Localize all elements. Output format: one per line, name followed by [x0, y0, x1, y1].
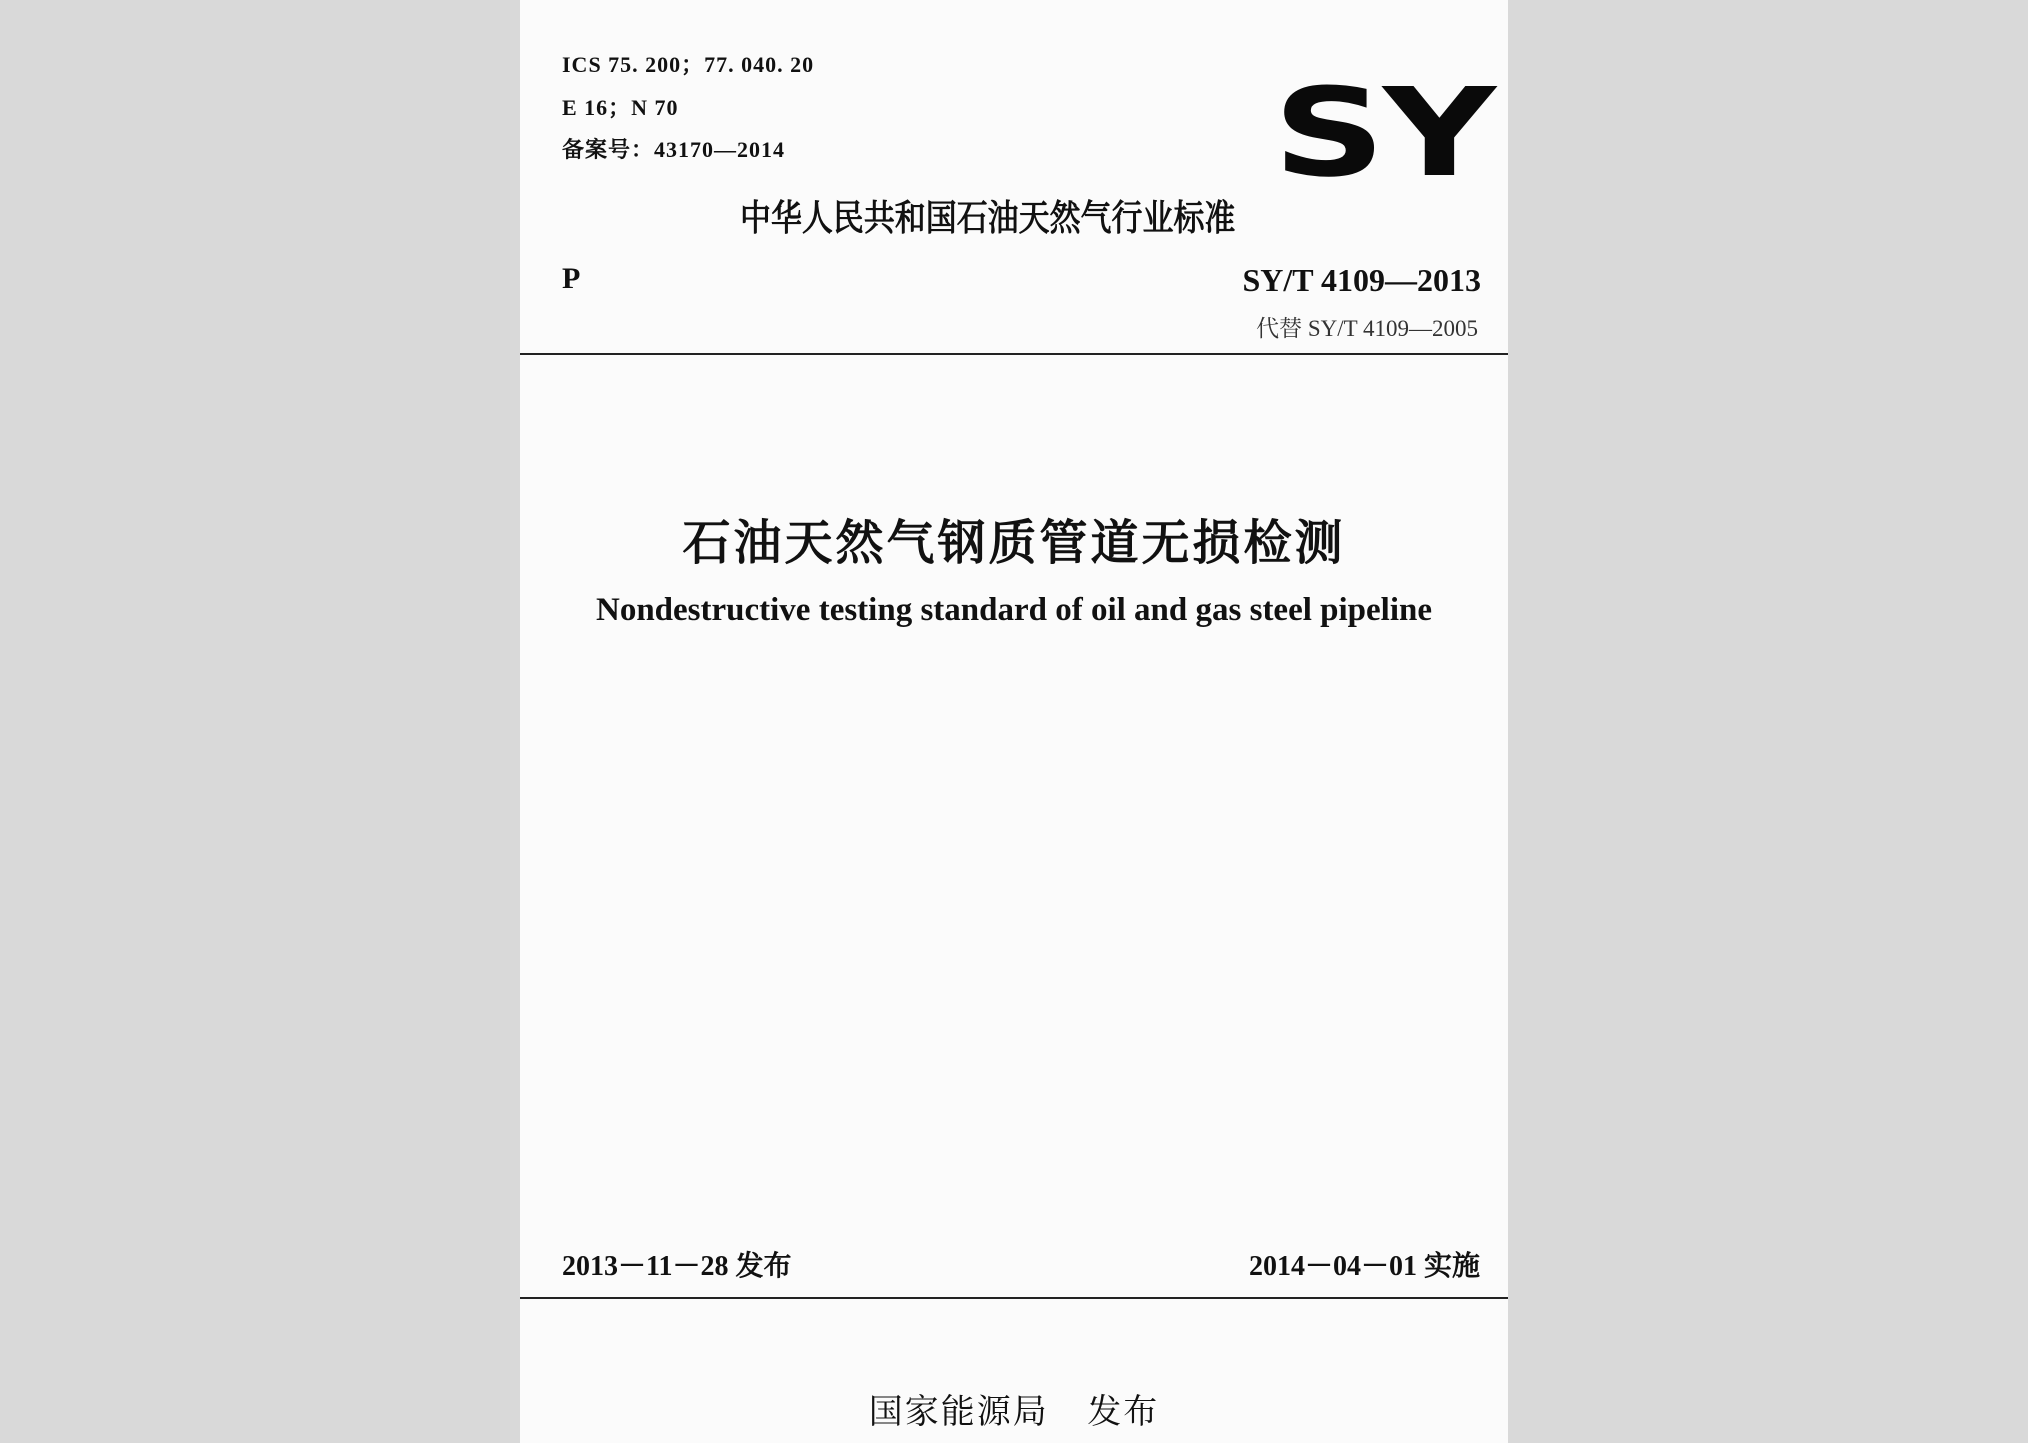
- replaces-standard: 代替 SY/T 4109—2005: [1256, 316, 1478, 341]
- standard-number: SY/T 4109—2013: [1242, 262, 1481, 298]
- standard-category-title: 中华人民共和国石油天然气行业标准: [740, 198, 1236, 239]
- sy-logo: SY: [1273, 62, 1494, 204]
- class-letter: P: [562, 262, 581, 295]
- implementation-date: 2014－04－01 实施: [1248, 1251, 1480, 1282]
- bottom-divider: [520, 1297, 1508, 1299]
- document-cover: [520, 0, 1508, 1443]
- ics-code: ICS 75. 200；77. 040. 20: [562, 52, 815, 77]
- classification-code: E 16；N 70: [562, 95, 679, 120]
- document-title-cn: 石油天然气钢质管道无损检测: [682, 515, 1346, 571]
- document-title-en: Nondestructive testing standard of oil and gas steel pipeline: [595, 592, 1433, 628]
- issuer: 国家能源局 发布: [868, 1392, 1160, 1432]
- top-divider: [520, 353, 1508, 355]
- record-number: 备案号：43170—2014: [562, 137, 786, 162]
- issue-date: 2013－11－28 发布: [562, 1251, 792, 1282]
